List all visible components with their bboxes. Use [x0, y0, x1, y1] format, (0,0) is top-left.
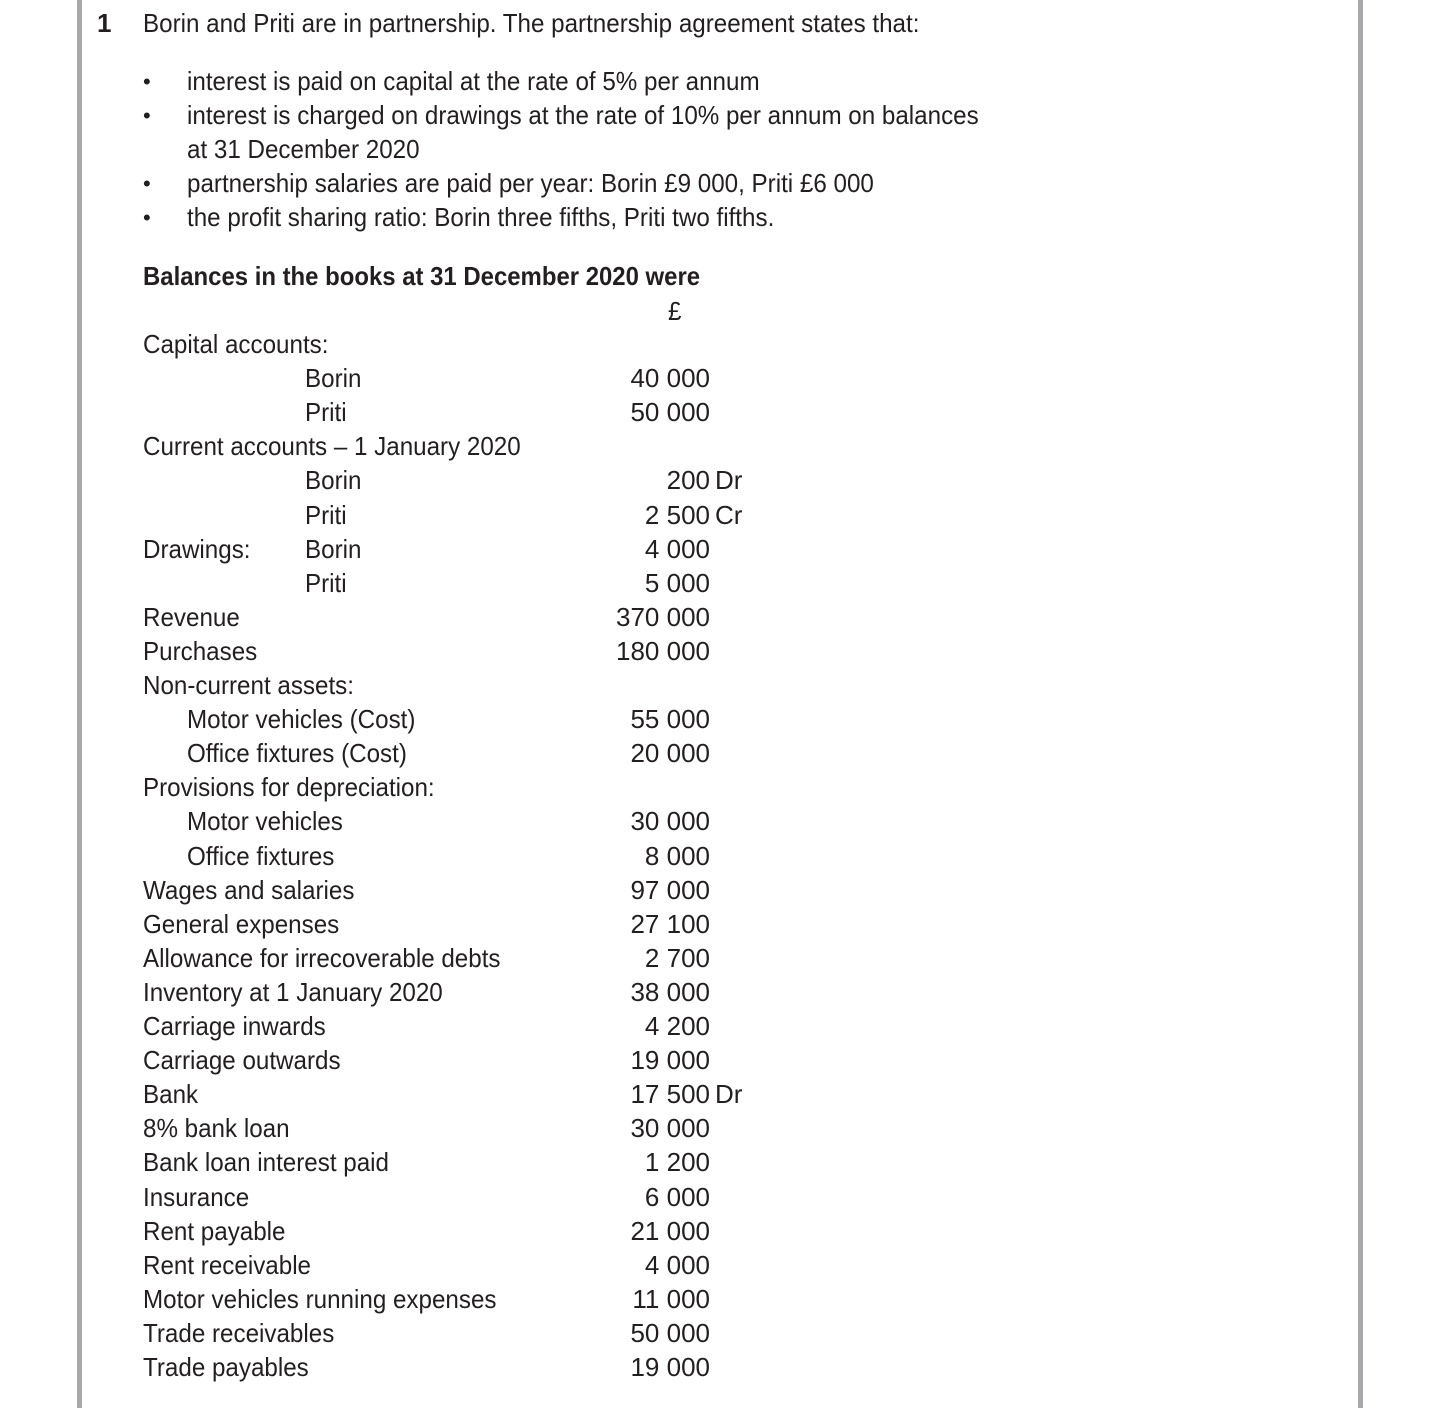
balance-amount-cell	[510, 1318, 710, 1348]
balance-amount: 50 000	[630, 397, 710, 427]
balance-amount: 2 700	[644, 943, 710, 973]
balance-label: Carriage outwards	[143, 1045, 341, 1075]
balance-amount: 8 000	[644, 841, 710, 871]
balance-amount-cell	[510, 465, 743, 495]
page-border-left	[77, 0, 82, 1408]
question-number: 1	[97, 8, 112, 38]
balance-amount: 180 000	[616, 636, 710, 666]
balance-amount: 6 000	[644, 1182, 710, 1212]
balance-amount-cell	[510, 602, 710, 632]
question-intro: Borin and Priti are in partnership. The partnership agreement states that:	[143, 8, 920, 38]
balance-sublabel: Borin	[305, 363, 362, 393]
balance-amount: 5 000	[644, 568, 710, 598]
balance-amount: 50 000	[630, 1318, 710, 1348]
balance-amount-cell	[510, 1182, 710, 1212]
page-border-right	[1358, 0, 1363, 1408]
balance-label: Allowance for irrecoverable debts	[143, 943, 501, 973]
balance-amount-cell	[510, 500, 743, 530]
balance-amount: 55 000	[630, 704, 710, 734]
balance-amount: 20 000	[630, 738, 710, 768]
balance-amount: 4 000	[644, 534, 710, 564]
balance-amount-cell	[510, 397, 710, 427]
balance-label: Purchases	[143, 636, 258, 666]
balance-amount: 2 500	[644, 500, 710, 530]
bullet-icon: •	[143, 205, 151, 230]
bullet-icon: •	[143, 69, 151, 94]
balance-label: Drawings:	[143, 534, 251, 564]
balance-amount: 19 000	[630, 1045, 710, 1075]
balance-label: Trade payables	[143, 1352, 309, 1382]
balance-amount-cell	[510, 568, 710, 598]
balance-amount-cell	[510, 534, 710, 564]
balance-amount: 40 000	[630, 363, 710, 393]
balance-amount: 21 000	[630, 1216, 710, 1246]
balance-amount: 370 000	[616, 602, 710, 632]
bullet-text: the profit sharing ratio: Borin three fifths, Priti two fifths.	[187, 202, 775, 232]
balance-label: Capital accounts:	[143, 329, 329, 359]
balance-amount-cell	[510, 738, 710, 768]
balance-amount: 30 000	[630, 806, 710, 836]
balance-amount-cell	[510, 636, 710, 666]
balance-label: Bank	[143, 1079, 199, 1109]
balance-label: Carriage inwards	[143, 1011, 326, 1041]
currency-header: £	[668, 296, 682, 326]
balance-amount: 11 000	[632, 1284, 710, 1314]
balance-amount: 97 000	[630, 875, 710, 905]
balance-label: Wages and salaries	[143, 875, 355, 905]
bullet-icon: •	[143, 171, 151, 196]
balance-amount-cell	[510, 1113, 710, 1143]
balance-amount-cell	[510, 1147, 710, 1177]
balances-heading: Balances in the books at 31 December 2020 were	[143, 261, 701, 291]
balance-amount: 4 000	[644, 1250, 710, 1280]
balance-amount-cell	[510, 909, 710, 939]
balance-amount-cell	[510, 1011, 710, 1041]
balance-label: 8% bank loan	[143, 1113, 290, 1143]
balance-amount-cell	[510, 704, 710, 734]
balance-sublabel: Borin	[305, 465, 362, 495]
balance-amount-cell	[510, 1216, 710, 1246]
bullet-text: partnership salaries are paid per year: Borin £9 000, Priti £6 000	[187, 168, 874, 198]
balance-dr-cr: Cr	[715, 500, 743, 530]
balance-amount-cell	[510, 1284, 710, 1314]
balance-label: General expenses	[143, 909, 340, 939]
balance-amount-cell	[510, 1045, 710, 1075]
balance-label: Revenue	[143, 602, 240, 632]
balance-label: Provisions for depreciation:	[143, 772, 435, 802]
balance-amount: 4 200	[644, 1011, 710, 1041]
balance-label: Motor vehicles	[187, 806, 343, 836]
balance-amount-cell	[510, 363, 710, 393]
balance-label: Rent payable	[143, 1216, 286, 1246]
balance-amount: 1 200	[644, 1147, 710, 1177]
balance-label: Trade receivables	[143, 1318, 335, 1348]
balance-label: Motor vehicles running expenses	[143, 1284, 497, 1314]
balance-label: Motor vehicles (Cost)	[187, 704, 416, 734]
balance-amount-cell	[510, 875, 710, 905]
balance-amount-cell	[510, 1079, 743, 1109]
balance-dr-cr: Dr	[715, 1079, 743, 1109]
balance-amount: 200	[666, 465, 710, 495]
bullet-icon: •	[143, 103, 151, 128]
balance-amount-cell	[510, 841, 710, 871]
bullet-text-continued: at 31 December 2020	[187, 134, 420, 164]
balance-dr-cr: Dr	[715, 465, 743, 495]
balance-amount-cell	[510, 1250, 710, 1280]
balance-label: Bank loan interest paid	[143, 1147, 389, 1177]
balance-amount: 38 000	[630, 977, 710, 1007]
balance-amount-cell	[510, 1352, 710, 1382]
balance-sublabel: Priti	[305, 500, 347, 530]
bullet-text: interest is paid on capital at the rate of 5% per annum	[187, 66, 760, 96]
balance-label: Office fixtures	[187, 841, 335, 871]
bullet-text: interest is charged on drawings at the rate of 10% per annum on balances	[187, 100, 979, 130]
balance-label: Non-current assets:	[143, 670, 354, 700]
balance-amount-cell	[510, 806, 710, 836]
balance-sublabel: Priti	[305, 568, 347, 598]
balance-sublabel: Priti	[305, 397, 347, 427]
balance-amount-cell	[510, 977, 710, 1007]
balance-amount: 19 000	[630, 1352, 710, 1382]
balance-label: Rent receivable	[143, 1250, 312, 1280]
balance-amount: 30 000	[630, 1113, 710, 1143]
balance-label: Current accounts – 1 January 2020	[143, 431, 521, 461]
balance-amount-cell	[510, 943, 710, 973]
balance-label: Inventory at 1 January 2020	[143, 977, 443, 1007]
balance-sublabel: Borin	[305, 534, 362, 564]
balance-amount: 27 100	[630, 909, 710, 939]
balance-amount: 17 500	[630, 1079, 710, 1109]
balance-label: Office fixtures (Cost)	[187, 738, 407, 768]
balance-label: Insurance	[143, 1182, 250, 1212]
